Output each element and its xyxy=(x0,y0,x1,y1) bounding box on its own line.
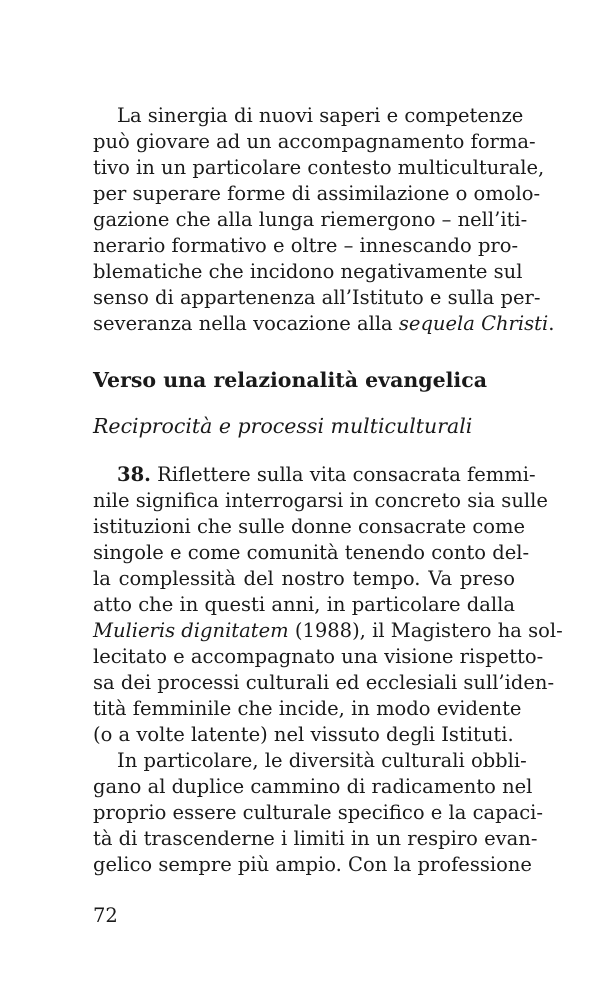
text-line: atto che in questi anni, in particolare dalla xyxy=(93,593,515,616)
text-line: singole e come comunità tenendo conto del- xyxy=(93,541,530,564)
text-span: (1988), il Magistero ha sol- xyxy=(288,619,563,642)
text-line: blematiche che incidono negativamente sul xyxy=(93,260,523,283)
text-line: nile significa interrogarsi in concreto sia sulle xyxy=(93,489,548,512)
text-line: per superare forme di assimilazione o omolo- xyxy=(93,182,541,205)
text-line: proprio essere culturale specifico e la capaci- xyxy=(93,801,543,824)
text-line: gelico sempre più ampio. Con la professione xyxy=(93,853,532,876)
text-line xyxy=(93,618,563,644)
text-line: La sinergia di nuovi saperi e competenze xyxy=(117,104,524,127)
text-line: la complessità del nostro tempo. Va preso xyxy=(93,567,515,590)
text-line: può giovare ad un accompagnamento forma- xyxy=(93,130,536,153)
section-heading: Verso una relazionalità evangelica xyxy=(93,368,487,392)
text-line: tà di trascenderne i limiti in un respiro evan- xyxy=(93,827,538,850)
text-line xyxy=(93,462,536,488)
text-line: nerario formativo e oltre – innescando pro- xyxy=(93,234,519,257)
text-line: istituzioni che sulle donne consacrate come xyxy=(93,515,526,538)
text-line: tità femminile che incide, in modo evidente xyxy=(93,697,522,720)
text-line: (o a volte latente) nel vissuto degli Istituti. xyxy=(93,723,514,746)
text-line: tivo in un particolare contesto multiculturale, xyxy=(93,156,545,179)
text-span: severanza nella vocazione alla xyxy=(93,312,399,335)
text-line: sa dei processi culturali ed ecclesiali sull’iden- xyxy=(93,671,555,694)
text-line: In particolare, le diversità culturali obbli- xyxy=(117,749,527,772)
italic-phrase: sequela Christi xyxy=(398,312,549,335)
paragraph-number: 38. xyxy=(117,463,151,486)
text-line xyxy=(93,311,555,337)
italic-phrase: Mulieris dignitatem xyxy=(93,619,289,642)
text-line: lecitato e accompagnato una visione rispetto- xyxy=(93,645,544,668)
text-span: . xyxy=(548,312,555,335)
section-subheading: Reciprocità e processi multiculturali xyxy=(93,414,473,438)
text-line: gazione che alla lunga riemergono – nell’iti- xyxy=(93,208,528,231)
text-line: gano al duplice cammino di radicamento nel xyxy=(93,775,533,798)
text-span: Riflettere sulla vita consacrata femmi- xyxy=(150,463,536,486)
text-line: senso di appartenenza all’Istituto e sulla per- xyxy=(93,286,541,309)
page-number: 72 xyxy=(93,904,118,927)
